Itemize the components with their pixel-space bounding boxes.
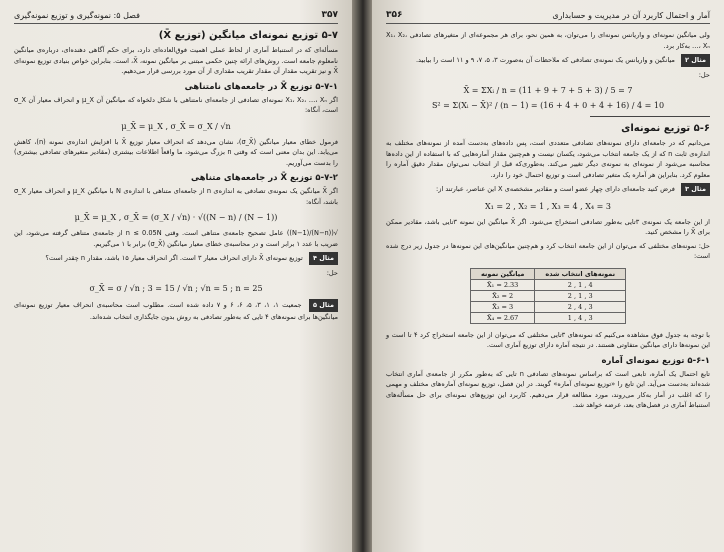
example-2-label: مثال ۲ [681, 54, 710, 67]
example-4-label: مثال ۴ [309, 252, 338, 265]
subsection-5-7-1-text: اگر X₁، X₂، …، Xₙ نمونه‌ای تصادفی از جامعه‌ای نامتناهی با شکل دلخواه که میانگین آن μ_X و انحراف معیار آن σ_X است، آنگاه: [14, 95, 338, 114]
example-4 [14, 252, 338, 265]
section-title-5-6: ۵-۶ توزیع نمونه‌ای [621, 123, 710, 134]
right-page [372, 0, 724, 552]
example-3-solution: حل: نمونه‌های مختلفی که می‌توان از این جامعه انتخاب کرد و هم‌چنین میانگین‌های این نمونه‌ها در جدول زیر درج شده است: [386, 241, 710, 260]
table-cell-mean: X̄₁ = 2.33 [470, 279, 534, 290]
subsection-5-7-2-after: √((N−n)/(N−1)) عامل تصحیح جامعه‌ی متناهی است. وقتی n ≤ 0.05N از جامعه‌ی متناهی گرفته می‌شود، این ضریب با عدد ۱ برابر است و در محاسبه‌ی خطای معیار میانگین (σ_X̄) برابر با ۱ می‌گیریم. [14, 229, 339, 248]
table-cell-mean: X̄₂ = 2 [470, 290, 534, 301]
example-2-text: میانگین و واریانس یک نمونه‌ی تصادفی که ملاحظات آن به‌صورت ۳، ۵، ۷، ۹ و ۱۱ است را بیابید. [415, 56, 675, 64]
table-row [470, 312, 625, 323]
table-row [470, 279, 625, 290]
right-running-head: آمار و احتمال کاربرد آن در مدیریت و حسابداری [552, 10, 710, 20]
table-row [470, 290, 625, 301]
table-header-samples: نمونه‌های انتخاب شده [535, 268, 626, 279]
example-3-label: مثال ۳ [681, 183, 710, 196]
example-3 [386, 183, 710, 196]
section-5-6-text: می‌دانیم که در جامعه‌ای دارای نمونه‌های تصادفی متعددی است، پس داده‌های به‌دست آمده از نمونه‌های مختلف به اندازه‌ی ثابت n که از یک جامعه انتخاب می‌شود، یکسان نیست و هم‌چنین مقدار آماره‌هایی که با استفاده از این داده‌ها محاسبه می‌شود از نمونه‌ای به نمونه‌ی دیگر تغییر می‌کند. به‌طوری‌که قبل از انتخاب نمی‌توان مقدار دقیق آماره را معلوم کرد. بنابراین هر آماره یک متغیر تصادفی است و توزیع احتمال خود را دارد. [386, 139, 711, 179]
table-header-mean: میانگین نمونه [470, 268, 534, 279]
left-page-header [14, 10, 338, 24]
formula-finite-population: μ_X̄ = μ_X , σ_X̄ = (σ_X / √n) · √((N − n) / (N − 1)) [74, 213, 278, 222]
example-2 [386, 54, 710, 67]
formula-sample-mean: X̄ = ΣXᵢ / n = (11 + 9 + 7 + 5 + 3) / 5 = 7 [463, 86, 633, 95]
table-after-text: با توجه به جدول فوق مشاهده می‌کنیم که نمونه‌های ۳تایی مختلفی که می‌توان از این جامعه استخراج کرد ۴ تا است و این نمونه‌ها دارای میانگین متفاوتی هستند. در نتیجه آماره دارای توزیع آماری است. [386, 330, 711, 349]
right-page-number: ۳۵۶ [386, 10, 403, 20]
table-row [470, 301, 625, 312]
table-cell-mean: X̄₄ = 2.67 [470, 312, 534, 323]
example-5-label: مثال ۵ [309, 299, 338, 312]
right-intro: ولی میانگین نمونه‌ای و واریانس نمونه‌ای را می‌توان، به همین نحو، برای هر مجموعه‌ای از متغیرهای تصادفی X₁، X₂، …، Xₙ به‌کار برد. [386, 31, 710, 50]
table-cell-mean: X̄₃ = 3 [470, 301, 534, 312]
example-5 [14, 299, 338, 322]
formula-infinite-population: μ_X̄ = μ_X , σ_X̄ = σ_X / √n [121, 121, 231, 131]
table-cell-sample: 2 , 4 , 3 [535, 301, 626, 312]
book-spine [352, 0, 372, 552]
subsection-title-5-7-1: ۵-۷-۱ توزیع X̄ در جامعه‌های نامتناهی [184, 81, 338, 92]
section-5-7-intro: مسأله‌ای که در استنباط آماری از لحاظ عملی اهمیت فوق‌العاده‌ای دارد، برای حکم آگاهی دهنده‌ای، درباره‌ی میانگین نامعلوم جامعه است. روش‌های ارائه چنین حکمی مبتنی بر میانگین نمونه، X̄، است. بنابراین خواص بنیادی توزیع نمونه‌ای X̄ و نیز تقریب مقدار آن مقدار تقریب مقداری از آن مورد بررسی قرار می‌دهیم. [14, 46, 338, 75]
subsection-5-7-1-after: فرمول خطای معیار میانگین (σ_X̄)، نشان می‌دهد که انحراف معیار توزیع X̄ با افزایش اندازه‌ی نمونه (n)، کاهش می‌یابد. این بدان معنی است که وقتی n بزرگ می‌شود، ما واقعاً اطلاعات بیشتری (مقادیر متغیرهای تصادفی بیشتری) را بدست می‌آوریم. [14, 137, 339, 167]
example-4-text: توزیع نمونه‌ای X̄ دارای انحراف معیار ۳ است. اگر انحراف معیار ۱۵ باشد، مقدار n چقدر است؟ [45, 254, 303, 262]
samples-table [470, 268, 626, 324]
section-title-5-7: ۵-۷ توزیع نمونه‌ای میانگین (توزیع X̄) [158, 30, 338, 41]
right-page-header [386, 10, 710, 24]
example-3-text: فرض کنید جامعه‌ای دارای چهار عضو است و مقادیر مشخصه‌ی X این عناصر، عبارتند از: [436, 185, 675, 193]
example-5-text: جمعیت ۱، ۱، ۳، ۵، ۶، ۶ و ۷ داده شده است. مطلوب است محاسبه‌ی انحراف معیار توزیع نمونه‌ای میانگین‌ها برای نمونه‌های ۴ تایی که به‌طور تصادفی به روش بدون جایگذاری انتخاب شده‌اند. [14, 301, 338, 321]
subsection-title-5-7-2: ۵-۷-۲ توزیع X̄ در جامعه‌های متناهی [191, 173, 338, 183]
table-cell-sample: 2 , 1 , 3 [535, 290, 626, 301]
section-divider [590, 116, 710, 117]
samples-table-header-row [470, 268, 625, 279]
formula-sample-variance: S² = Σ(Xᵢ − X̄)² / (n − 1) = (16 + 4 + 0 + 4 + 16) / 4 = 10 [431, 101, 665, 110]
subsection-5-7-2-text: اگر X̄ میانگین یک نمونه‌ی تصادفی به اندازه‌ی n از جامعه‌ای متناهی با اندازه‌ی N با میانگین μ_X و انحراف معیار σ_X باشد، آنگاه: [14, 187, 338, 206]
subsection-title-5-6-1: ۵-۶-۱ توزیع نمونه‌ای آماره [601, 355, 710, 366]
table-cell-sample: 2 , 1 , 4 [535, 279, 626, 290]
formula-population-values: X₁ = 2 , X₂ = 1 , X₃ = 4 , X₄ = 3 [484, 201, 611, 211]
left-running-head: فصل ۵: نمونه‌گیری و توزیع نمونه‌گیری [14, 10, 140, 20]
example-3-after: از این جامعه یک نمونه‌ی ۳تایی به‌طور تصادفی استخراج می‌شود. اگر X̄ میانگین این نمونه ۳تایی باشد، مقادیر ممکن برای X̄ را مشخص کنید. [386, 217, 710, 236]
subsection-5-6-1-text: تابع احتمال یک آماره، تابعی است که براساس نمونه‌های تصادفی n تایی که به‌طور مکرر از جامعه‌ی آماری انتخاب شده‌اند به‌دست می‌آید. این تابع را «توزیع نمونه‌ای آماره» گویند. در این فصل، توزیع نمونه‌ای آماره‌های مختلف و مهمی را که اغلب در آمار به‌کار می‌روند، مورد مطالعه قرار می‌دهیم. کاربرد این توزیع‌های نمونه‌ای برای حل مسأله‌های استنباط آماری در فصل‌های بعد، عرضه خواهد شد. [386, 369, 710, 409]
example-4-solution-label: حل: [326, 268, 338, 277]
left-page [0, 0, 352, 552]
left-page-number: ۳۵۷ [321, 10, 338, 20]
example-2-solution-label: حل: [698, 70, 710, 79]
formula-example-4: σ_X̄ = σ / √n ; 3 = 15 / √n ; √n = 5 ; n = 25 [89, 284, 263, 293]
table-cell-sample: 1 , 4 , 3 [535, 312, 626, 323]
